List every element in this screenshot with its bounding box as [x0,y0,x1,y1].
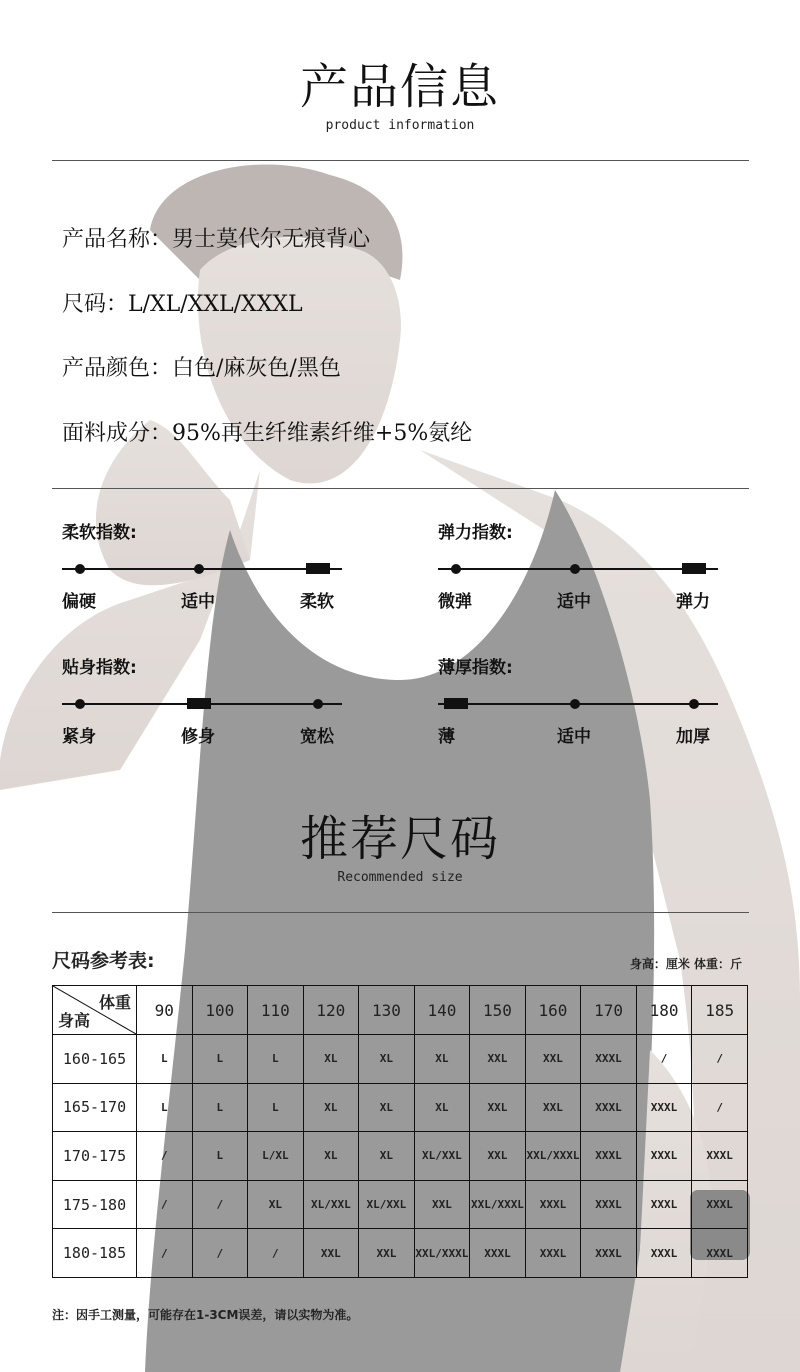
divider-top [52,160,749,161]
index-scale-dot [75,564,85,574]
size-cell: XXL [303,1229,359,1278]
table-row [53,1035,748,1084]
weight-header-cell: 180 [636,986,692,1035]
size-cell: L [137,1035,193,1084]
index-scale-dot [194,564,204,574]
weight-header-cell: 160 [525,986,581,1035]
measurement-note: 注：因手工测量，可能存在1-3CM误差，请以实物为准。 [52,1308,359,1322]
table-row [53,1180,748,1229]
index-scale-dot [451,564,461,574]
size-cell: XXL [470,1083,526,1132]
size-cell: XL [359,1083,415,1132]
weight-header-cell: 130 [359,986,415,1035]
size-cell: / [692,1083,748,1132]
index-title: 贴身指数: [62,658,137,678]
product-color-line: 产品颜色：白色/麻灰色/黑色 [62,356,341,381]
size-cell: XL [414,1035,470,1084]
weight-header-cell: 150 [470,986,526,1035]
index-scale-dot [75,699,85,709]
table-row [53,1229,748,1278]
product-name-line: 产品名称：男士莫代尔无痕背心 [62,227,371,252]
size-cell: XXXL [581,1180,637,1229]
table-corner-cell [53,986,137,1035]
weight-header-cell: 100 [192,986,248,1035]
size-cell: L [137,1083,193,1132]
size-cell: XL/XXL [414,1132,470,1181]
product-info-subtitle: product information [325,118,475,133]
size-cell: XXXL [525,1229,581,1278]
height-axis-label: 身高 [58,1011,91,1030]
size-cell: / [137,1229,193,1278]
size-cell: XL [359,1035,415,1084]
index-scale-dot [689,699,699,709]
index-selected-marker [306,563,330,574]
height-header-cell: 180-185 [53,1229,137,1278]
size-cell: XXL [525,1035,581,1084]
index-scale-dot [313,699,323,709]
size-chart-table [52,985,748,1278]
weight-header-cell: 185 [692,986,748,1035]
size-cell: L [192,1132,248,1181]
index-scale-label: 紧身 [62,727,96,747]
size-cell: XXXL [692,1180,748,1229]
height-header-cell: 170-175 [53,1132,137,1181]
index-scale-label: 薄 [438,727,455,747]
product-size-line: 尺码：L/XL/XXL/XXXL [62,292,303,317]
size-cell: XXL/XXXL [525,1132,581,1181]
size-cell: / [137,1180,193,1229]
index-selected-marker [187,698,211,709]
size-cell: / [692,1035,748,1084]
index-scale-label: 适中 [557,592,591,612]
size-cell: XL [359,1132,415,1181]
height-header-cell: 160-165 [53,1035,137,1084]
size-cell: XL [303,1035,359,1084]
index-scale-dot [570,699,580,709]
recommended-size-title: 推荐尺码 [299,811,500,867]
weight-header-cell: 170 [581,986,637,1035]
size-cell: XXL [414,1180,470,1229]
index-scale-label: 适中 [181,592,215,612]
size-cell: XL [414,1083,470,1132]
size-cell: L/XL [248,1132,304,1181]
index-title: 薄厚指数: [438,658,513,678]
size-cell: XXXL [581,1132,637,1181]
size-cell: L [192,1035,248,1084]
size-cell: XXXL [692,1229,748,1278]
weight-header-cell: 120 [303,986,359,1035]
size-cell: XL [303,1083,359,1132]
height-header-cell: 175-180 [53,1180,137,1229]
size-cell: L [192,1083,248,1132]
index-selected-marker [444,698,468,709]
size-cell: XXL/XXXL [470,1180,526,1229]
size-cell: XL/XXL [303,1180,359,1229]
weight-header-cell: 110 [248,986,304,1035]
size-cell: L [248,1083,304,1132]
divider-size [52,912,749,913]
index-scale-label: 宽松 [300,727,334,747]
table-row [53,1132,748,1181]
index-scale-label: 适中 [557,727,591,747]
size-cell: XXL [470,1132,526,1181]
size-cell: / [192,1180,248,1229]
size-cell: / [137,1132,193,1181]
table-row [53,1083,748,1132]
index-scale-label: 加厚 [676,727,710,747]
size-cell: XL [303,1132,359,1181]
size-cell: XXXL [525,1180,581,1229]
size-cell: XL/XXL [359,1180,415,1229]
index-scale-label: 偏硬 [62,592,96,612]
size-cell: XXXL [581,1035,637,1084]
divider-indices [52,488,749,489]
weight-header-cell: 90 [137,986,193,1035]
size-cell: XXXL [636,1180,692,1229]
height-header-cell: 165-170 [53,1083,137,1132]
index-scale-label: 弹力 [676,592,710,612]
size-cell: XXXL [581,1229,637,1278]
size-table-caption: 尺码参考表: [52,950,155,972]
size-cell: XXXL [636,1229,692,1278]
index-selected-marker [682,563,706,574]
recommended-size-subtitle: Recommended size [337,870,463,885]
size-cell: XXL [525,1083,581,1132]
weight-header-cell: 140 [414,986,470,1035]
size-table-body [53,1035,748,1278]
size-cell: XXXL [692,1132,748,1181]
product-material-line: 面料成分：95%再生纤维素纤维+5%氨纶 [62,421,473,446]
size-cell: L [248,1035,304,1084]
index-title: 柔软指数: [62,523,137,543]
size-cell: XXXL [470,1229,526,1278]
size-cell: / [192,1229,248,1278]
size-cell: XXXL [636,1132,692,1181]
weight-header-row [53,986,748,1035]
size-cell: / [248,1229,304,1278]
index-scale-label: 微弹 [438,592,472,612]
size-cell: XXXL [581,1083,637,1132]
size-cell: XXL [470,1035,526,1084]
size-table-units: 身高：厘米 体重：斤 [629,957,742,971]
size-cell: / [636,1035,692,1084]
index-scale-dot [570,564,580,574]
size-cell: XXXL [636,1083,692,1132]
size-cell: XL [248,1180,304,1229]
index-scale-label: 修身 [181,727,215,747]
weight-axis-label: 体重 [98,993,131,1012]
size-cell: XXL/XXXL [414,1229,470,1278]
index-scale-label: 柔软 [300,592,334,612]
index-title: 弹力指数: [438,523,513,543]
size-cell: XXL [359,1229,415,1278]
product-info-title: 产品信息 [299,59,500,115]
